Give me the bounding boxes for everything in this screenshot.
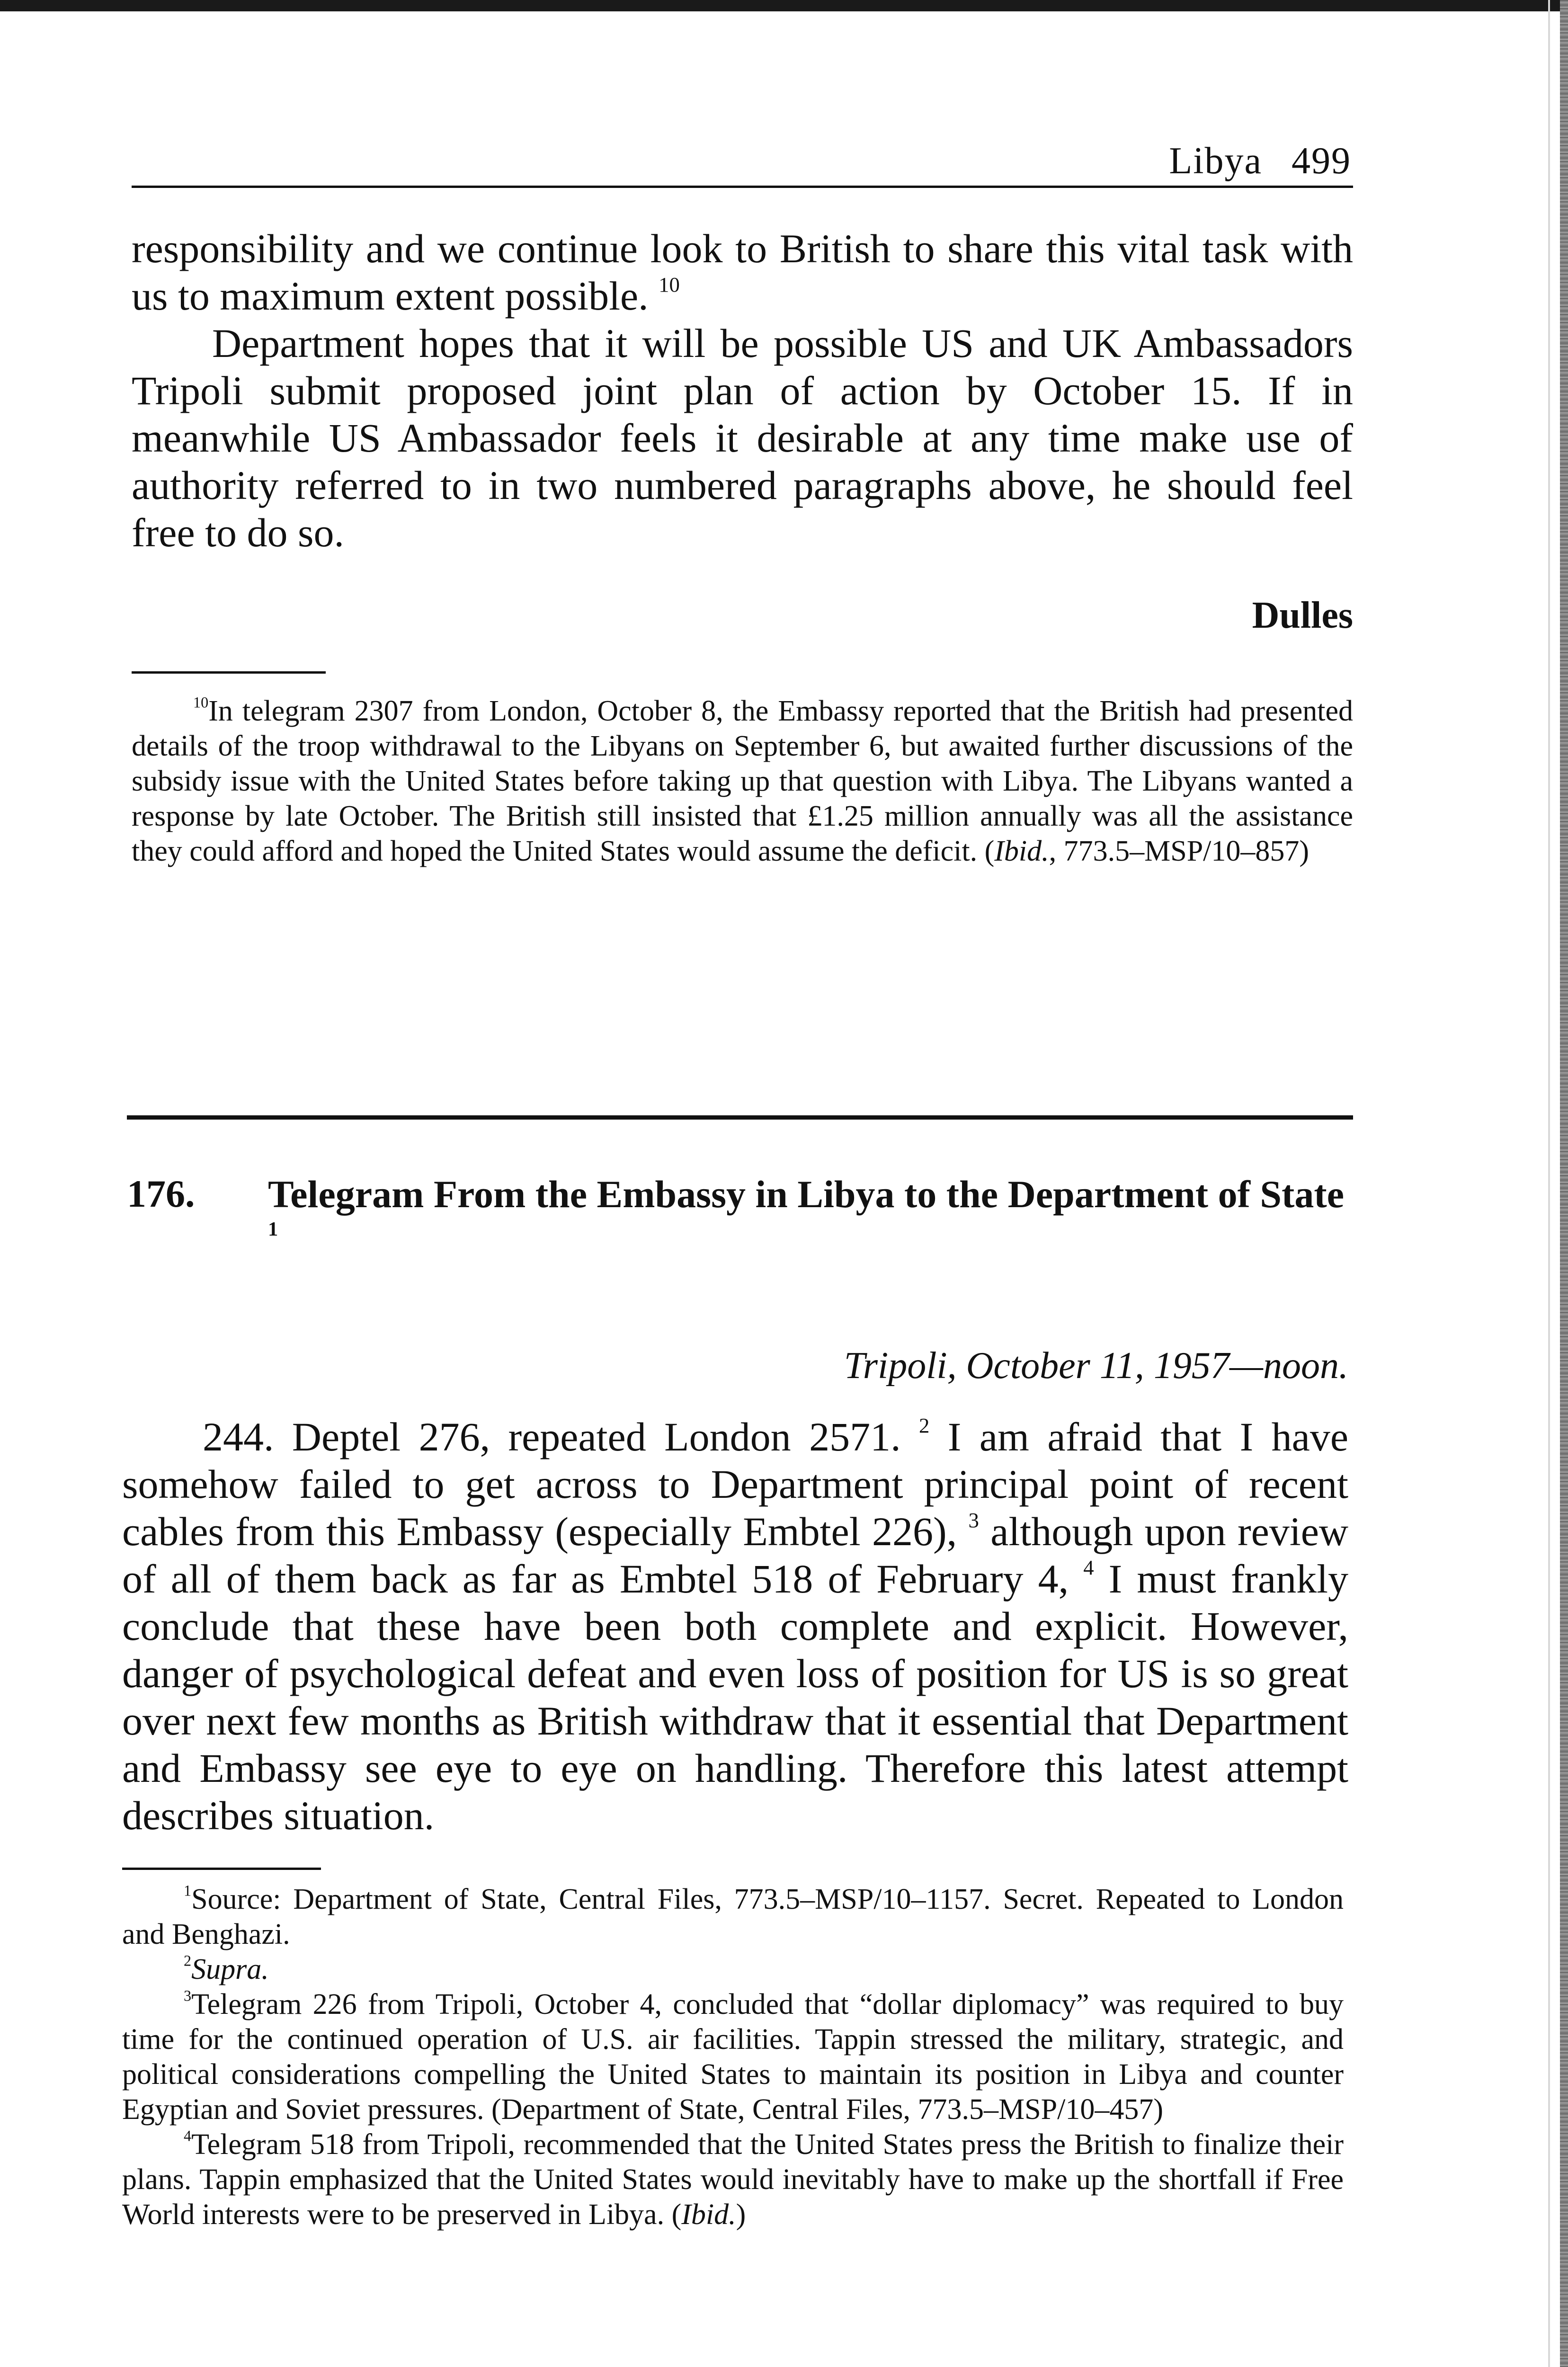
paragraph-text: responsibility and we continue look to British to share this vital task with us to maximum extent possible.: [132, 226, 1353, 319]
footnote-3: [122, 1987, 1344, 2127]
footnote-1-text: Source: Department of State, Central Files, 773.5–MSP/10–1157. Secret. Repeated to London and Benghazi.: [122, 1883, 1344, 1950]
footnote-10-citation: , 773.5–MSP/10–857): [1049, 835, 1310, 867]
continuation-paragraph-2: Department hopes that it will be possible US and UK Ambassadors Tripoli submit proposed joint plan of action by October 15. If in meanwhile US Ambassador feels it desirable at any time make use of authority referred to in two numbered paragraphs above, he should feel free to do so.: [132, 320, 1353, 555]
sentence-1: 244. Deptel 276, repeated London 2571.: [203, 1414, 901, 1459]
running-head-title: Libya: [1169, 140, 1262, 182]
footnote-3-marker: 3: [184, 1987, 192, 2004]
continuation-paragraph-1: [132, 225, 1353, 320]
footnote-4-text: Telegram 518 from Tripoli, recommended that the United States press the British to finalize their plans. Tappin emphasized that the United States would inevitably have to make up the shortfall if Free World interests were to be preserved in Libya. (: [122, 2128, 1344, 2231]
footnote-ref-2: 2: [919, 1414, 930, 1437]
footnote-10-marker: 10: [193, 694, 209, 711]
running-head-text: [1169, 140, 1351, 183]
footnote-rule-top: [132, 671, 326, 674]
sentence-2: I am afraid that I have somehow failed to get across to Department principal point of recent cables from this Embassy (especially Embtel 226),: [122, 1414, 1349, 1554]
footnote-10-text: In telegram 2307 from London, October 8, the Embassy reported that the British had presented details of the troop withdrawal to the Libyans on September 6, but awaited further discussions of the subsidy issue with the United States before taking up that question with Libya. The Libyans wanted a response by late October. The British still insisted that £1.25 million annually was all the assistance they could afford and hoped the United States would assume the deficit. (: [132, 695, 1353, 867]
footnote-10-ibid: Ibid.: [994, 835, 1049, 867]
footnotes-section: [122, 1882, 1344, 2232]
footnote-3-text: Telegram 226 from Tripoli, October 4, concluded that “dollar diplomacy” was required to buy time for the continued operation of U.S. air facilities. Tappin stressed the military, strategic, and political considerations compelling the United States to maintain its position in Libya and counter Egyptian and Soviet pressures. (Department of State, Central Files, 773.5–MSP/10–457): [122, 1988, 1344, 2126]
footnote-ref-3: 3: [968, 1508, 979, 1532]
footnote-ref-4: 4: [1083, 1556, 1094, 1579]
footnote-2: [122, 1952, 1344, 1987]
footnote-2-marker: 2: [184, 1952, 192, 1969]
footnote-1-marker: 1: [184, 1882, 192, 1899]
continuation-text: [132, 225, 1353, 556]
sentence-3: although upon review of all of them back as far as Embtel 518 of February 4,: [122, 1509, 1349, 1602]
footnote-ref-10: 10: [659, 273, 680, 296]
page-number: 499: [1292, 140, 1351, 182]
footnote-10: [132, 694, 1353, 869]
document-title: [268, 1172, 1357, 1263]
footnote-4-close: ): [736, 2198, 746, 2231]
dateline: Tripoli, October 11, 1957—noon.: [844, 1345, 1348, 1387]
signature: Dulles: [1252, 595, 1353, 636]
scan-right-edge: [1560, 0, 1568, 2367]
footnote-1: [122, 1882, 1344, 1952]
footnote-4: [122, 2127, 1344, 2232]
book-page: [122, 0, 1353, 2367]
document-title-text: Telegram From the Embassy in Libya to the Department of State: [268, 1173, 1345, 1216]
body-paragraph: [122, 1413, 1348, 1839]
document-body: [122, 1413, 1348, 1839]
section-divider: [127, 1115, 1353, 1120]
footnote-4-ibid: Ibid.: [681, 2198, 736, 2231]
document-number: 176.: [127, 1172, 195, 1215]
scan-page-edge-highlight: [1548, 0, 1550, 2367]
footnote-2-text: Supra.: [191, 1953, 269, 1985]
sentence-4: I must frankly conclude that these have been both complete and explicit. However, danger of psychological defeat and even loss of position for US is so great over next few months as British withdraw that it essential that Department and Embassy see eye to eye on handling. Therefore this latest attempt describes situation.: [122, 1556, 1349, 1838]
footnote-4-marker: 4: [184, 2127, 192, 2145]
footnote-rule-bottom: [122, 1868, 321, 1870]
running-head: [132, 140, 1353, 188]
footnote-ref-1: 1: [268, 1218, 278, 1240]
